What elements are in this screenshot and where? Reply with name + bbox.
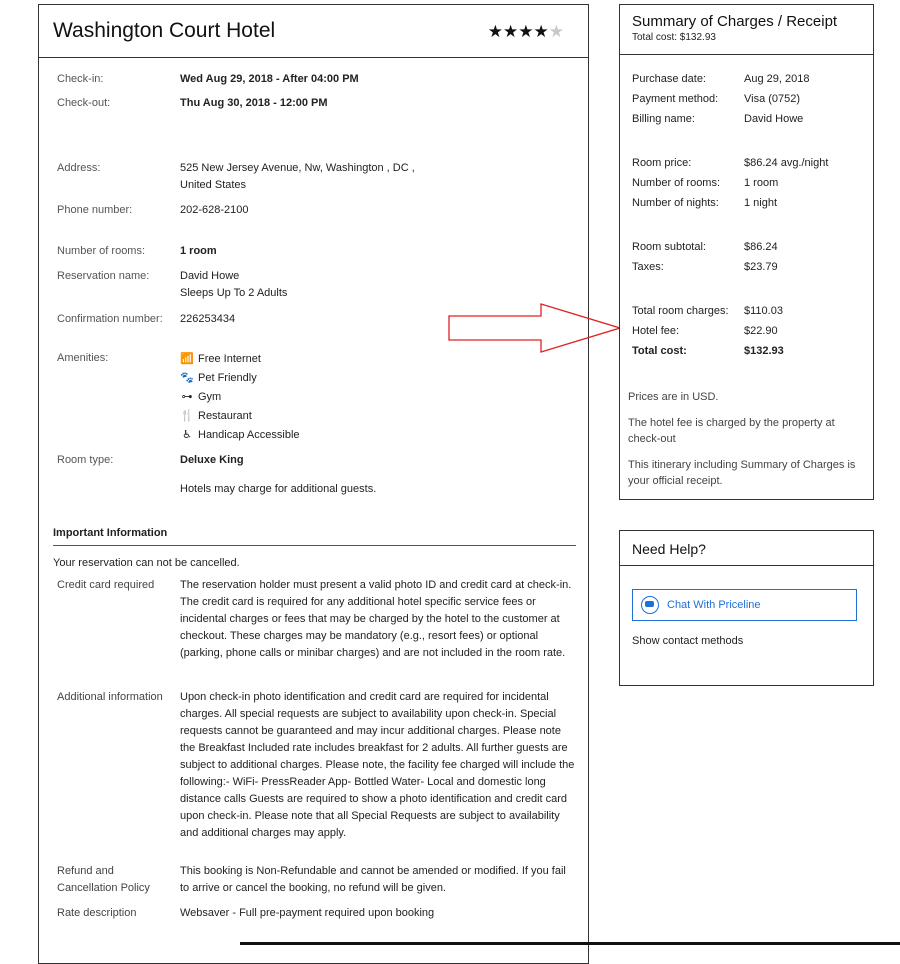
reservation-label: Reservation name: xyxy=(57,270,150,282)
chat-button[interactable] xyxy=(632,589,857,621)
reservation-name: David Howe xyxy=(180,270,240,282)
total-cost-label: Total cost: xyxy=(632,345,687,357)
check-in-value: Wed Aug 29, 2018 - After 04:00 PM xyxy=(180,73,359,85)
help-title: Need Help? xyxy=(620,531,873,566)
star-rating xyxy=(488,22,564,42)
address-value xyxy=(180,160,580,194)
billing-name-label: Billing name: xyxy=(632,113,695,125)
total-cost-value: $132.93 xyxy=(744,345,784,357)
star-filled-icon: ★ xyxy=(518,22,534,41)
chat-button-label: Chat With Priceline xyxy=(667,599,761,611)
room-subtotal-value: $86.24 xyxy=(744,241,778,253)
additional-info-text: Upon check-in photo identification and credit card are required for incidental charges. All special requests are subject to availability upon check-in. Special requests cannot be guaranteed and may incur additional charges. Please note the Breakfast Included rate includes breakfast for 2 adults. All further guests are subject to additional charges. Please note, the facility fee charged will include the following:- WiFi- PressReader App- Bottled Water- Local and domestic long distance calls Guests are required to show a photo identification and credit card upon check-in. Please note that all Special Requests are subject to availability and additional charges may apply. xyxy=(180,691,575,839)
star-filled-icon: ★ xyxy=(503,22,519,41)
confirmation-value: 226253434 xyxy=(180,313,236,325)
summary-header xyxy=(620,5,873,55)
additional-info-label: Additional information xyxy=(57,691,163,703)
amenity-item xyxy=(180,388,580,407)
num-rooms-label: Number of rooms: xyxy=(632,177,721,189)
num-rooms-value: 1 room xyxy=(744,177,779,189)
refund-label xyxy=(57,863,182,897)
amenity-item xyxy=(180,369,580,388)
important-divider xyxy=(53,545,576,546)
num-nights-value: 1 night xyxy=(744,197,778,209)
star-empty-icon: ★ xyxy=(548,22,564,41)
check-out-label: Check-out: xyxy=(57,97,111,109)
num-nights-label: Number of nights: xyxy=(632,197,719,209)
arrow-shape xyxy=(449,304,620,352)
room-price-value: $86.24 avg./night xyxy=(744,157,829,169)
amenity-item xyxy=(180,407,580,426)
annotation-arrow-icon xyxy=(447,300,622,356)
check-out-value: Thu Aug 30, 2018 - 12:00 PM xyxy=(180,97,328,109)
reservation-value xyxy=(180,268,580,302)
hotel-name: Washington Court Hotel xyxy=(53,19,276,42)
confirmation-label: Confirmation number: xyxy=(57,313,163,325)
show-contact-methods-link[interactable]: Show contact methods xyxy=(632,635,744,647)
phone-value: 202-628-2100 xyxy=(180,204,249,216)
amenity-label: Gym xyxy=(198,391,222,403)
star-filled-icon: ★ xyxy=(533,22,549,41)
rooms-value: 1 room xyxy=(180,245,217,257)
receipt-note: This itinerary including Summary of Charges is your official receipt. xyxy=(628,459,856,487)
room-type-label: Room type: xyxy=(57,454,114,466)
room-subtotal-label: Room subtotal: xyxy=(632,241,706,253)
paw-icon: 🐾 xyxy=(180,372,194,384)
summary-title: Summary of Charges / Receipt xyxy=(632,13,838,30)
refund-label-line-2: Cancellation Policy xyxy=(57,882,150,894)
address-line-1: 525 New Jersey Avenue, Nw, Washington , DC , xyxy=(180,162,415,174)
hotel-header xyxy=(39,5,588,58)
usd-note: Prices are in USD. xyxy=(628,391,719,403)
not-cancelled-note: Your reservation can not be cancelled. xyxy=(53,557,240,569)
summary-total-line: Total cost: $132.93 xyxy=(632,32,716,43)
wheelchair-icon: ♿ xyxy=(182,429,192,441)
purchase-date-value: Aug 29, 2018 xyxy=(744,73,810,85)
credit-card-label: Credit card required xyxy=(57,579,155,591)
payment-method-value: Visa (0752) xyxy=(744,93,801,105)
purchase-date-label: Purchase date: xyxy=(632,73,706,85)
summary-card xyxy=(619,4,874,500)
amenities-label: Amenities: xyxy=(57,352,109,364)
billing-name-value: David Howe xyxy=(744,113,804,125)
payment-method-label: Payment method: xyxy=(632,93,719,105)
address-label: Address: xyxy=(57,162,101,174)
hotel-fee-note: The hotel fee is charged by the property at check-out xyxy=(628,417,835,445)
total-room-charges-value: $110.03 xyxy=(744,305,783,317)
taxes-value: $23.79 xyxy=(744,261,778,273)
phone-label: Phone number: xyxy=(57,204,133,216)
guests-note: Hotels may charge for additional guests. xyxy=(180,483,377,495)
amenities-list xyxy=(180,350,580,445)
refund-label-line-1: Refund and xyxy=(57,865,114,877)
refund-text: This booking is Non-Refundable and cannot be amended or modified. If you fail to arrive or cancel the booking, no refund will be given. xyxy=(180,865,566,894)
help-card xyxy=(619,530,874,686)
amenity-label: Restaurant xyxy=(198,410,252,422)
important-title: Important Information xyxy=(53,527,168,539)
check-in-label: Check-in: xyxy=(57,73,104,85)
room-price-label: Room price: xyxy=(632,157,692,169)
reservation-sleeps: Sleeps Up To 2 Adults xyxy=(180,287,288,299)
hotel-fee-value: $22.90 xyxy=(744,325,778,337)
rate-text: Websaver - Full pre-payment required upon booking xyxy=(180,907,435,919)
address-line-2: United States xyxy=(180,179,247,191)
amenity-label: Handicap Accessible xyxy=(198,429,300,441)
total-room-charges-label: Total room charges: xyxy=(632,305,729,317)
utensils-icon: 🍴 xyxy=(180,410,194,422)
amenity-label: Free Internet xyxy=(198,353,261,365)
rate-label: Rate description xyxy=(57,907,137,919)
rooms-label: Number of rooms: xyxy=(57,245,146,257)
booking-card xyxy=(38,4,589,964)
chat-bubble-icon xyxy=(641,596,659,614)
star-filled-icon: ★ xyxy=(487,22,503,41)
wifi-icon: 📶 xyxy=(180,353,194,365)
dumbbell-icon: ⊶ xyxy=(181,391,193,403)
amenity-item xyxy=(180,426,580,445)
amenity-label: Pet Friendly xyxy=(198,372,257,384)
credit-card-text: The reservation holder must present a valid photo ID and credit card at check-in. The credit card is required for any additional hotel specific service fees or incidental charges or fees that may be charged by the hotel to the customer at checkout. These charges may be mandatory (e.g., resort fees) or optional (parking, phone calls or minibar charges) and are not included in the room rate. xyxy=(180,579,572,659)
room-type-value: Deluxe King xyxy=(180,454,244,466)
hotel-fee-label: Hotel fee: xyxy=(632,325,680,337)
taxes-label: Taxes: xyxy=(632,261,664,273)
